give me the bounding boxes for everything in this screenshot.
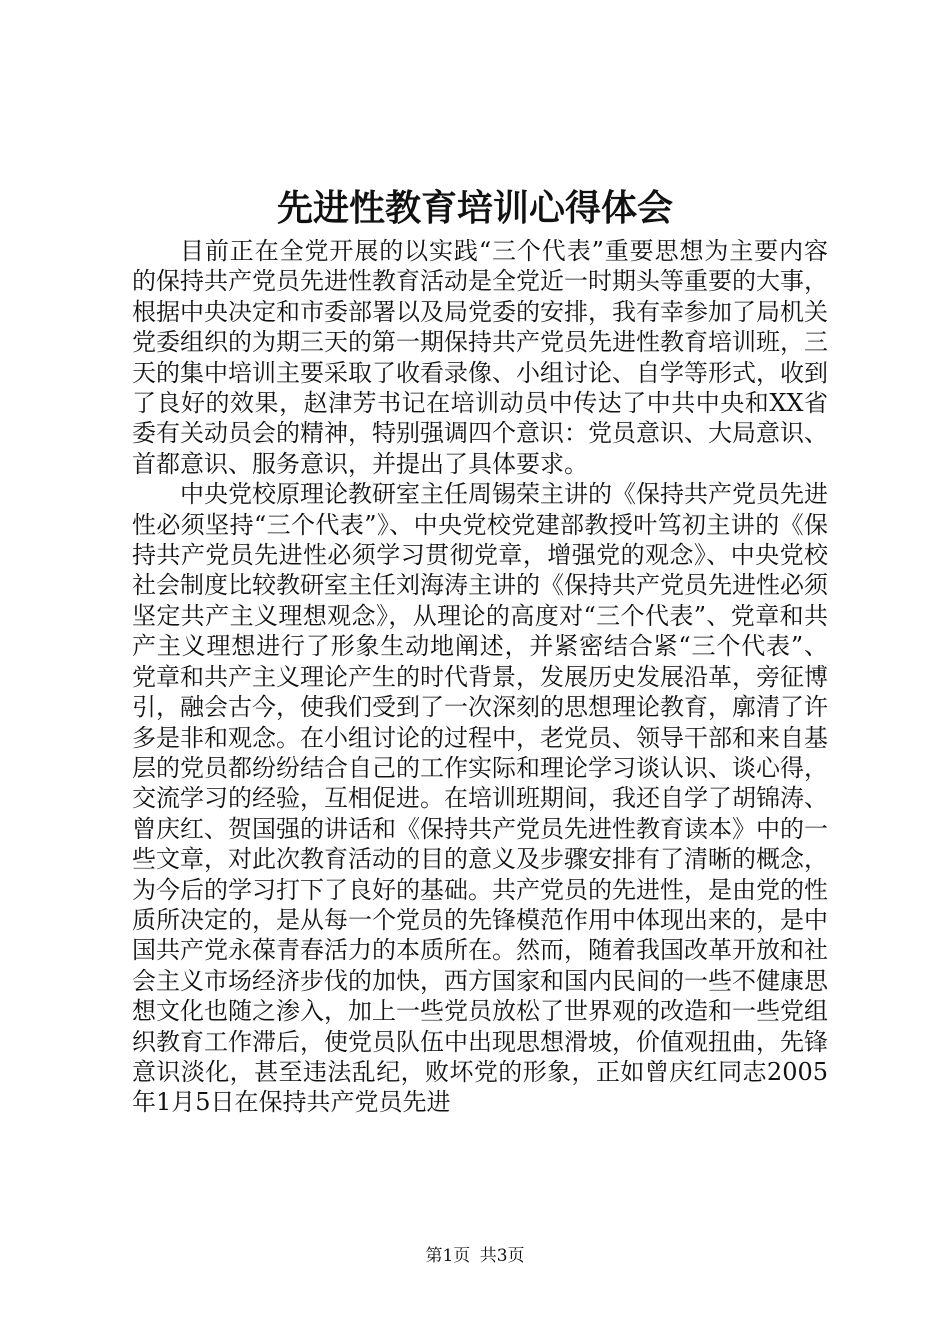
- document-title: 先进性教育培训心得体会: [276, 187, 673, 229]
- paragraph-2: 中央党校原理论教研室主任周锡荣主讲的《保持共产党员先进性必须坚持“三个代表”》、中央党校党建部教授叶笃初主讲的《保持共产党员先进性必须学习贯彻党章，增强党的观念》、中央党校社会制度比较教研室主任刘海涛主讲的《保持共产党员先进性必须坚定共产主义理想观念》，从理论的高度对“三个代表”、党章和共产主义理想进行了形象生动地阐述，并紧密结合紧“三个代表”、党章和共产主义理论产生的时代背景，发展历史发展沿革，旁征博引，融会古今，使我们受到了一次深刻的思想理论教育，廓清了许多是非和观念。在小组讨论的过程中，老党员、领导干部和来自基层的党员都纷纷结合自己的工作实际和理论学习谈认识、谈心得，交流学习的经验，互相促进。在培训班期间，我还自学了胡锦涛、曾庆红、贺国强的讲话和《保持共产党员先进性教育读本》中的一些文章，对此次教育活动的目的意义及步骤安排有了清晰的概念，为今后的学习打下了良好的基础。共产党员的先进性，是由党的性质所决定的，是从每一个党员的先锋模范作用中体现出来的，是中国共产党永葆青春活力的本质所在。然而，随着我国改革开放和社会主义市场经济步伐的加快，西方国家和国内民间的一些不健康思想文化也随之渗入，加上一些党员放松了世界观的改造和一些党组织教育工作滞后，使党员队伍中出现思想滑坡，价值观扭曲，先锋意识淡化，甚至违法乱纪，败坏党的形象，正如曾庆红同志2005年1月5日在保持共产党员先进: [132, 480, 828, 1117]
- page-total: 共3页: [479, 1246, 525, 1266]
- page-footer: [0, 1244, 950, 1268]
- document-body: [132, 236, 828, 1118]
- paragraph-1: 目前正在全党开展的以实践“三个代表”重要思想为主要内容的保持共产党员先进性教育活动是全党近一时期头等重要的大事，根据中央决定和市委部署以及局党委的安排，我有幸参加了局机关党委组织的为期三天的第一期保持共产党员先进性教育培训班，三天的集中培训主要采取了收看录像、小组讨论、自学等形式，收到了良好的效果，赵津芳书记在培训动员中传达了中共中央和XX省委有关动员会的精神，特别强调四个意识：党员意识、大局意识、首都意识、服务意识，并提出了具体要求。: [132, 237, 828, 478]
- page-number: 第1页: [425, 1246, 471, 1266]
